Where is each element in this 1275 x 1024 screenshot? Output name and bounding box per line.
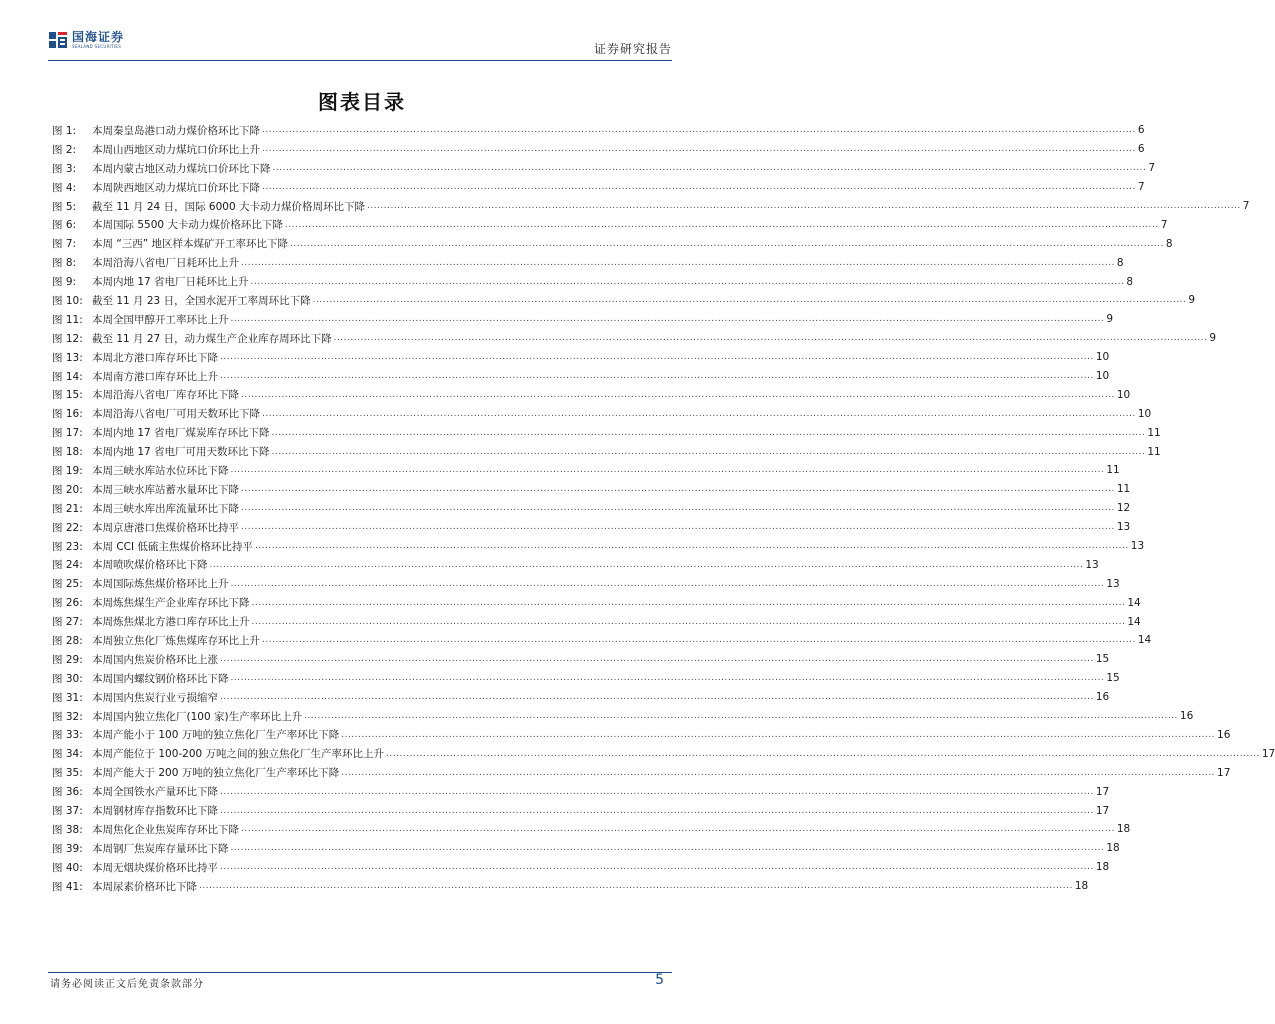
toc-figure-caption: 本周炼焦煤北方港口库存环比上升 bbox=[92, 616, 250, 629]
toc-figure-caption: 截至 11 月 23 日，全国水泥开工率周环比下降 bbox=[92, 294, 311, 307]
toc-dot-leader: .................................................................................................................................................................................................................................................................... bbox=[241, 389, 1115, 400]
toc-entry[interactable] bbox=[52, 310, 1114, 329]
toc-figure-caption: 本周喷吹煤价格环比下降 bbox=[92, 559, 208, 572]
toc-entry[interactable] bbox=[52, 669, 1120, 688]
toc-entry[interactable] bbox=[52, 178, 1145, 197]
toc-dot-leader: .................................................................................................................................................................................................................................................................... bbox=[333, 333, 1208, 344]
toc-dot-leader: .................................................................................................................................................................................................................................................................... bbox=[241, 824, 1115, 835]
toc-page-number: 9 bbox=[1209, 332, 1217, 345]
toc-page-number: 10 bbox=[1137, 407, 1152, 420]
toc-figure-caption: 本周钢材库存指数环比下降 bbox=[92, 805, 218, 817]
toc-entry[interactable] bbox=[52, 121, 1145, 140]
toc-figure-label: 图 17: bbox=[52, 427, 83, 440]
toc-figure-label: 图 23: bbox=[52, 540, 83, 553]
toc-entry[interactable] bbox=[52, 537, 1145, 556]
toc-dot-leader: .................................................................................................................................................................................................................................................................... bbox=[230, 578, 1105, 589]
toc-figure-caption: 截至 11 月 24 日，国际 6000 大卡动力煤价格周环比下降 bbox=[92, 200, 365, 213]
toc-page-number: 13 bbox=[1116, 521, 1131, 534]
toc-figure-caption: 本周三峡水库站蓄水量环比下降 bbox=[92, 483, 239, 496]
toc-dot-leader: .................................................................................................................................................................................................................................................................... bbox=[220, 654, 1094, 665]
toc-figure-label: 图 3: bbox=[52, 162, 77, 175]
toc-page-number: 7 bbox=[1242, 200, 1250, 212]
toc-figure-label: 图 32: bbox=[52, 710, 83, 723]
toc-entry[interactable] bbox=[52, 253, 1124, 272]
toc-dot-leader: .................................................................................................................................................................................................................................................................... bbox=[241, 522, 1115, 533]
toc-figure-label: 图 30: bbox=[52, 672, 83, 685]
toc-figure-caption: 本周内蒙古地区动力煤坑口价环比下降 bbox=[92, 162, 271, 175]
toc-figure-caption: 本周北方港口库存环比下降 bbox=[92, 351, 218, 364]
toc-dot-leader: .................................................................................................................................................................................................................................................................... bbox=[262, 635, 1136, 646]
toc-page-number: 11 bbox=[1106, 464, 1120, 477]
toc-dot-leader: .................................................................................................................................................................................................................................................................... bbox=[262, 144, 1136, 155]
toc-entry[interactable] bbox=[52, 574, 1120, 593]
toc-dot-leader: .................................................................................................................................................................................................................................................................... bbox=[272, 163, 1147, 174]
toc-entry[interactable] bbox=[52, 197, 1250, 216]
toc-page-number: 16 bbox=[1179, 710, 1194, 723]
toc-dot-leader: .................................................................................................................................................................................................................................................................... bbox=[241, 503, 1115, 514]
toc-entry[interactable] bbox=[52, 499, 1131, 518]
toc-figure-label: 图 28: bbox=[52, 634, 83, 647]
toc-figure-caption: 本周国内独立焦化厂(100 家)生产率环比上升 bbox=[92, 710, 303, 723]
toc-entry[interactable] bbox=[52, 291, 1196, 310]
toc-entry[interactable] bbox=[52, 159, 1156, 178]
toc-page-number: 13 bbox=[1085, 558, 1099, 571]
toc-dot-leader: .................................................................................................................................................................................................................................................................... bbox=[220, 352, 1094, 363]
toc-entry[interactable] bbox=[52, 234, 1173, 253]
toc-page-number: 15 bbox=[1106, 672, 1120, 685]
toc-entry[interactable] bbox=[52, 858, 1110, 877]
toc-figure-label: 图 2: bbox=[52, 143, 77, 156]
toc-entry[interactable] bbox=[52, 801, 1110, 820]
toc-entry[interactable] bbox=[52, 726, 1231, 745]
toc-figure-caption: 本周全国甲醇开工率环比上升 bbox=[92, 313, 229, 326]
toc-entry[interactable] bbox=[52, 348, 1110, 367]
sealand-logo-icon bbox=[48, 30, 68, 50]
toc-figure-caption: 本周尿素价格环比下降 bbox=[92, 880, 197, 893]
toc-entry[interactable] bbox=[52, 367, 1110, 386]
toc-figure-caption: 本周焦化企业焦炭库存环比下降 bbox=[92, 823, 239, 836]
toc-dot-leader: .................................................................................................................................................................................................................................................................... bbox=[199, 881, 1073, 892]
toc-figure-label: 图 27: bbox=[52, 616, 83, 629]
footer-disclaimer: 请务必阅读正文后免责条款部分 bbox=[50, 979, 204, 990]
toc-figure-label: 图 24: bbox=[52, 559, 83, 572]
toc-figure-label: 图 7: bbox=[52, 238, 77, 251]
toc-page-number: 17 bbox=[1095, 785, 1110, 798]
toc-figure-caption: 本周无烟块煤价格环比持平 bbox=[92, 861, 218, 874]
toc-figure-caption: 本周三峡水库站水位环比下降 bbox=[92, 464, 229, 477]
toc-page-number: 14 bbox=[1127, 615, 1141, 628]
toc-page-number: 16 bbox=[1095, 691, 1110, 704]
toc-dot-leader: .................................................................................................................................................................................................................................................................... bbox=[251, 597, 1126, 608]
toc-entry[interactable] bbox=[52, 593, 1141, 612]
toc-dot-leader: .................................................................................................................................................................................................................................................................... bbox=[241, 257, 1115, 268]
toc-dot-leader: .................................................................................................................................................................................................................................................................... bbox=[209, 559, 1084, 570]
toc-dot-leader: .................................................................................................................................................................................................................................................................... bbox=[251, 616, 1126, 627]
toc-figure-caption: 本周全国铁水产量环比下降 bbox=[92, 786, 218, 799]
toc-figure-label: 图 21: bbox=[52, 502, 83, 515]
toc-page-number: 7 bbox=[1137, 181, 1145, 194]
toc-dot-leader: .................................................................................................................................................................................................................................................................... bbox=[262, 125, 1136, 136]
toc-page-number: 9 bbox=[1188, 294, 1196, 307]
toc-figure-label: 图 39: bbox=[52, 842, 83, 855]
toc-figure-label: 图 31: bbox=[52, 691, 83, 704]
toc-figure-caption: 本周山西地区动力煤坑口价环比上升 bbox=[92, 143, 260, 156]
toc-figure-caption: 本周产能小于 100 万吨的独立焦化厂生产率环比下降 bbox=[92, 729, 340, 742]
toc-dot-leader: .................................................................................................................................................................................................................................................................... bbox=[366, 201, 1241, 211]
toc-entry[interactable] bbox=[52, 555, 1099, 574]
toc-page-number: 17 bbox=[1217, 766, 1231, 779]
toc-figure-caption: 本周国内焦炭价格环比上涨 bbox=[92, 653, 218, 666]
toc-entry[interactable] bbox=[52, 650, 1110, 669]
toc-figure-label: 图 37: bbox=[52, 805, 83, 817]
toc-figure-label: 图 20: bbox=[52, 483, 83, 496]
toc-page-number: 13 bbox=[1130, 540, 1145, 553]
toc-figure-label: 图 36: bbox=[52, 786, 83, 799]
report-type-label: 证券研究报告 bbox=[593, 42, 672, 56]
toc-figure-caption: 本周秦皇岛港口动力煤价格环比下降 bbox=[92, 124, 260, 137]
footer-divider bbox=[48, 972, 672, 973]
toc-page-number: 11 bbox=[1116, 483, 1131, 496]
toc-page-number: 14 bbox=[1127, 596, 1141, 609]
toc-entry[interactable] bbox=[52, 329, 1217, 348]
toc-page-number: 9 bbox=[1106, 313, 1114, 326]
logo-chinese-name: 国海证券 bbox=[72, 30, 125, 44]
toc-figure-label: 图 18: bbox=[52, 446, 83, 459]
toc-figure-caption: 本周产能位于 100-200 万吨之间的独立焦化厂生产率环比上升 bbox=[92, 748, 385, 761]
toc-entry[interactable] bbox=[52, 688, 1110, 707]
toc-entry[interactable] bbox=[52, 612, 1141, 631]
company-logo bbox=[48, 30, 124, 50]
toc-figure-caption: 本周沿海八省电厂可用天数环比下降 bbox=[92, 408, 260, 421]
toc-dot-leader: .................................................................................................................................................................................................................................................................... bbox=[230, 843, 1105, 854]
toc-dot-leader: .................................................................................................................................................................................................................................................................... bbox=[250, 276, 1125, 287]
toc-dot-leader: .................................................................................................................................................................................................................................................................... bbox=[220, 371, 1094, 382]
toc-entry[interactable] bbox=[52, 820, 1131, 839]
toc-figure-caption: 本周沿海八省电厂库存环比下降 bbox=[92, 389, 239, 402]
toc-page-number: 10 bbox=[1116, 388, 1131, 401]
toc-dot-leader: .................................................................................................................................................................................................................................................................... bbox=[312, 295, 1187, 306]
toc-figure-label: 图 26: bbox=[52, 597, 83, 610]
toc-figure-caption: 本周钢厂焦炭库存量环比下降 bbox=[92, 842, 229, 855]
toc-figure-caption: 本周国内焦炭行业亏损缩窄 bbox=[92, 691, 218, 704]
page-header bbox=[0, 0, 724, 62]
toc-figure-caption: 本周京唐港口焦煤价格环比持平 bbox=[92, 521, 239, 534]
toc-figure-label: 图 14: bbox=[52, 370, 83, 383]
toc-figure-label: 图 9: bbox=[52, 276, 77, 289]
toc-entry[interactable] bbox=[52, 423, 1161, 442]
toc-figure-caption: 截至 11 月 27 日，动力煤生产企业库存周环比下降 bbox=[92, 332, 332, 345]
toc-page-number: 17 bbox=[1095, 804, 1110, 817]
toc-figure-caption: 本周陕西地区动力煤坑口价环比下降 bbox=[92, 181, 260, 194]
toc-figure-caption: 本周内地 17 省电厂煤炭库存环比下降 bbox=[92, 427, 270, 440]
toc-entry[interactable] bbox=[52, 140, 1145, 159]
toc-page-number: 13 bbox=[1106, 577, 1120, 590]
toc-page-number: 18 bbox=[1116, 823, 1131, 836]
toc-dot-leader: .................................................................................................................................................................................................................................................................... bbox=[271, 446, 1146, 457]
toc-entry[interactable] bbox=[52, 744, 1275, 763]
toc-figure-caption: 本周国际 5500 大卡动力煤价格环比下降 bbox=[92, 219, 283, 232]
toc-dot-leader: .................................................................................................................................................................................................................................................................... bbox=[220, 786, 1094, 797]
toc-dot-leader: .................................................................................................................................................................................................................................................................... bbox=[262, 182, 1136, 193]
toc-entry[interactable] bbox=[52, 707, 1194, 726]
page-title: 图表目录 bbox=[318, 90, 406, 114]
toc-dot-leader: .................................................................................................................................................................................................................................................................... bbox=[341, 767, 1216, 778]
toc-figure-label: 图 8: bbox=[52, 257, 77, 270]
toc-entry[interactable] bbox=[52, 782, 1110, 801]
toc-page-number: 8 bbox=[1116, 256, 1124, 269]
toc-dot-leader: .................................................................................................................................................................................................................................................................... bbox=[341, 729, 1216, 740]
toc-page-number: 8 bbox=[1165, 237, 1173, 250]
toc-figure-caption: 本周 “三西” 地区样本煤矿开工率环比下降 bbox=[92, 238, 289, 251]
toc-dot-leader: .................................................................................................................................................................................................................................................................... bbox=[271, 427, 1146, 438]
header-divider bbox=[48, 60, 672, 61]
toc-figure-label: 图 1: bbox=[52, 124, 77, 137]
toc-figure-label: 图 25: bbox=[52, 578, 83, 591]
logo-english-name: SEALAND SECURITIES bbox=[72, 44, 122, 49]
toc-entry[interactable] bbox=[52, 631, 1152, 650]
toc-dot-leader: .................................................................................................................................................................................................................................................................... bbox=[230, 465, 1105, 476]
toc-page-number: 18 bbox=[1074, 880, 1089, 893]
toc-entry[interactable] bbox=[52, 763, 1231, 782]
toc-page-number: 11 bbox=[1147, 445, 1161, 458]
toc-page-number: 11 bbox=[1147, 426, 1161, 439]
toc-page-number: 10 bbox=[1095, 370, 1110, 383]
toc-dot-leader: .................................................................................................................................................................................................................................................................... bbox=[220, 862, 1094, 873]
toc-figure-caption: 本周炼焦煤生产企业库存环比下降 bbox=[92, 597, 250, 610]
toc-entry[interactable] bbox=[52, 442, 1161, 461]
toc-dot-leader: .................................................................................................................................................................................................................................................................... bbox=[230, 673, 1105, 684]
toc-page-number: 14 bbox=[1137, 634, 1152, 647]
toc-entry[interactable] bbox=[52, 877, 1089, 896]
toc-page-number: 7 bbox=[1160, 218, 1168, 231]
toc-figure-label: 图 15: bbox=[52, 389, 83, 402]
toc-figure-caption: 本周内地 17 省电厂日耗环比上升 bbox=[92, 276, 249, 289]
toc-entry[interactable] bbox=[52, 215, 1168, 234]
toc-dot-leader: .................................................................................................................................................................................................................................................................... bbox=[254, 541, 1129, 552]
toc-entry[interactable] bbox=[52, 385, 1131, 404]
toc-page-number: 17 bbox=[1261, 747, 1275, 760]
toc-figure-caption: 本周 CCI 低硫主焦煤价格环比持平 bbox=[92, 540, 253, 553]
toc-figure-label: 图 40: bbox=[52, 861, 83, 874]
toc-figure-label: 图 4: bbox=[52, 181, 77, 194]
toc-entry[interactable] bbox=[52, 461, 1120, 480]
toc-page-number: 15 bbox=[1095, 653, 1110, 666]
toc-figure-caption: 本周产能大于 200 万吨的独立焦化厂生产率环比下降 bbox=[92, 767, 340, 780]
toc-figure-label: 图 16: bbox=[52, 408, 83, 421]
toc-entry[interactable] bbox=[52, 518, 1131, 537]
toc-figure-label: 图 6: bbox=[52, 219, 77, 232]
toc-entry[interactable] bbox=[52, 272, 1134, 291]
toc-figure-label: 图 19: bbox=[52, 464, 83, 477]
toc-dot-leader: .................................................................................................................................................................................................................................................................... bbox=[386, 748, 1260, 759]
toc-page-number: 7 bbox=[1148, 162, 1156, 175]
toc-entry[interactable] bbox=[52, 404, 1152, 423]
toc-page-number: 6 bbox=[1137, 143, 1145, 156]
toc-figure-caption: 本周内地 17 省电厂可用天数环比下降 bbox=[92, 446, 270, 459]
toc-figure-label: 图 33: bbox=[52, 729, 83, 742]
toc-figure-label: 图 34: bbox=[52, 748, 83, 761]
toc-dot-leader: .................................................................................................................................................................................................................................................................... bbox=[284, 219, 1159, 230]
toc-page-number: 18 bbox=[1106, 842, 1120, 855]
toc-entry[interactable] bbox=[52, 839, 1120, 858]
toc-dot-leader: .................................................................................................................................................................................................................................................................... bbox=[230, 314, 1105, 325]
toc-figure-caption: 本周国内螺纹钢价格环比下降 bbox=[92, 672, 229, 685]
toc-figure-caption: 本周南方港口库存环比上升 bbox=[92, 370, 218, 383]
toc-page-number: 8 bbox=[1126, 275, 1134, 288]
toc-figure-caption: 本周三峡水库出库流量环比下降 bbox=[92, 502, 239, 515]
toc-figure-label: 图 35: bbox=[52, 767, 83, 780]
toc-page-number: 18 bbox=[1095, 861, 1110, 874]
toc-figure-label: 图 11: bbox=[52, 313, 83, 326]
toc-figure-caption: 本周沿海八省电厂日耗环比上升 bbox=[92, 257, 239, 270]
toc-figure-label: 图 5: bbox=[52, 200, 77, 213]
toc-dot-leader: .................................................................................................................................................................................................................................................................... bbox=[220, 692, 1094, 703]
toc-entry[interactable] bbox=[52, 480, 1131, 499]
figure-table-of-contents bbox=[52, 121, 1275, 896]
toc-figure-label: 图 29: bbox=[52, 653, 83, 666]
toc-dot-leader: .................................................................................................................................................................................................................................................................... bbox=[220, 805, 1094, 816]
toc-figure-label: 图 12: bbox=[52, 332, 83, 345]
toc-figure-caption: 本周国际炼焦煤价格环比上升 bbox=[92, 578, 229, 591]
page-number: 5 bbox=[655, 972, 664, 988]
toc-dot-leader: .................................................................................................................................................................................................................................................................... bbox=[241, 484, 1115, 495]
toc-page-number: 12 bbox=[1116, 502, 1131, 515]
toc-dot-leader: .................................................................................................................................................................................................................................................................... bbox=[304, 711, 1178, 722]
toc-figure-caption: 本周独立焦化厂炼焦煤库存环比上升 bbox=[92, 634, 260, 647]
toc-page-number: 10 bbox=[1095, 351, 1110, 364]
toc-figure-label: 图 41: bbox=[52, 880, 83, 893]
toc-figure-label: 图 13: bbox=[52, 351, 83, 364]
toc-figure-label: 图 38: bbox=[52, 823, 83, 836]
toc-dot-leader: .................................................................................................................................................................................................................................................................... bbox=[262, 408, 1136, 419]
toc-page-number: 6 bbox=[1137, 124, 1145, 137]
toc-dot-leader: .................................................................................................................................................................................................................................................................... bbox=[290, 238, 1164, 249]
logo-text bbox=[72, 31, 124, 49]
toc-page-number: 16 bbox=[1217, 728, 1231, 741]
toc-figure-label: 图 10: bbox=[52, 294, 83, 307]
toc-figure-label: 图 22: bbox=[52, 521, 83, 534]
